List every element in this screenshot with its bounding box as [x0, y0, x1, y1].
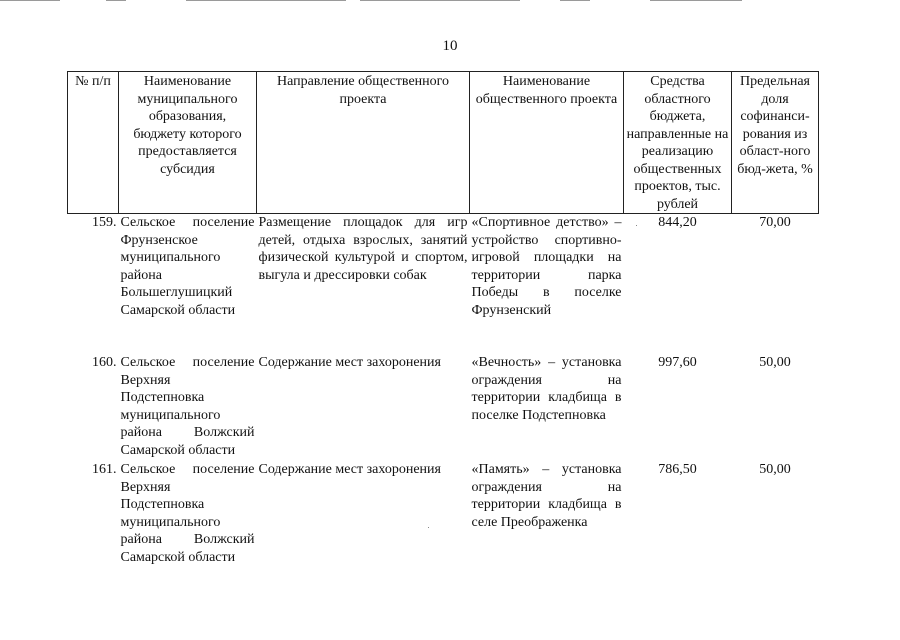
row-direction: Содержание мест захоронения: [258, 355, 441, 370]
header-municipality: Наименование муниципального образования, бюджету которого предоставляется субсидия: [119, 72, 257, 214]
row-municipality: Сельское поселение Верхняя Подстепновка муниципального района Волжский Самарской области: [120, 355, 255, 458]
table-row: [68, 214, 819, 355]
header-direction: Направление общественного проекта: [257, 72, 470, 214]
table-row: [68, 461, 819, 566]
row-direction: Размещение площадок для игр детей, отдыха взрослых, занятий физической культурой и спортом, выгула и дрессировки собак: [258, 215, 468, 283]
top-rule-segment: [186, 0, 346, 1]
row-project: «Память» – установка ограждения на территории кладбища в селе Преображенка: [471, 462, 622, 530]
row-number: 159.: [92, 215, 117, 230]
row-project: «Вечность» – установка ограждения на территории кладбища в поселке Подстепновка: [471, 355, 622, 423]
top-rule-left: [0, 0, 60, 1]
table-row: [68, 354, 819, 461]
subsidy-table: [67, 71, 819, 566]
header-project: Наименование общественного проекта: [470, 72, 624, 214]
row-share: 50,00: [759, 462, 791, 477]
row-funds: 997,60: [658, 355, 697, 370]
row-funds: 844,20: [658, 215, 697, 230]
row-share: 50,00: [759, 355, 791, 370]
row-share: 70,00: [759, 215, 791, 230]
row-funds: 786,50: [658, 462, 697, 477]
row-municipality: Сельское поселение Фрунзенское муниципального района Большеглушицкий Самарской области: [120, 215, 255, 318]
header-number: № п/п: [68, 72, 119, 214]
top-rule-segment: [360, 0, 520, 1]
page-number: 10: [442, 38, 458, 54]
row-project: «Спортивное детство» – устройство спортивно-игровой площадки на территории парка Победы в поселке Фрунзенский: [471, 215, 622, 318]
table-header-row: [68, 72, 819, 214]
scan-speck: [636, 225, 637, 226]
top-rule-segment: [560, 0, 590, 1]
row-direction: Содержание мест захоронения: [258, 462, 441, 477]
row-number: 161.: [92, 462, 117, 477]
row-municipality: Сельское поселение Верхняя Подстепновка муниципального района Волжский Самарской области: [120, 462, 255, 565]
header-funds: Средства областного бюджета, направленные на реализацию общественных проектов, тыс. рублей: [624, 72, 732, 214]
header-share: Предельная доля софинанси-рования из област-ного бюд-жета, %: [732, 72, 819, 214]
top-rule-segment: [106, 0, 126, 1]
top-rule-right: [650, 0, 742, 1]
row-number: 160.: [92, 355, 117, 370]
scan-speck: [428, 527, 429, 528]
